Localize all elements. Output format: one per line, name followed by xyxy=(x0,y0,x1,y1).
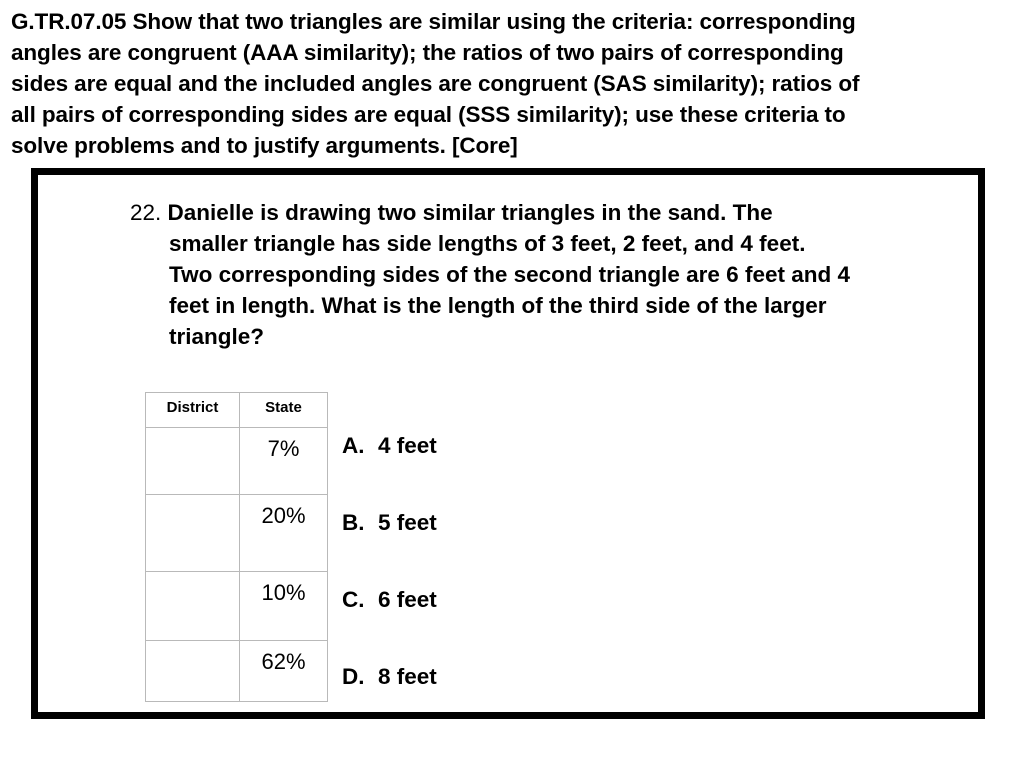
standard-line: all pairs of corresponding sides are equal (SSS similarity); use these criteria to xyxy=(11,102,846,127)
standard-line: solve problems and to justify arguments. [Core] xyxy=(11,133,518,158)
answer-choice-c[interactable] xyxy=(342,587,437,613)
district-cell xyxy=(146,572,240,641)
results-table xyxy=(145,392,328,702)
answer-choice-b[interactable] xyxy=(342,510,437,536)
state-cell: 7% xyxy=(240,428,328,495)
question-number: 22. xyxy=(130,200,162,225)
question-text-line: smaller triangle has side lengths of 3 feet, 2 feet, and 4 feet. xyxy=(169,231,806,256)
district-cell xyxy=(146,495,240,572)
state-cell: 10% xyxy=(240,572,328,641)
state-cell: 20% xyxy=(240,495,328,572)
table-row xyxy=(146,495,328,572)
table-row xyxy=(146,641,328,702)
answer-letter: D. xyxy=(342,664,365,689)
header-state: State xyxy=(240,393,328,428)
question-text-line: feet in length. What is the length of the third side of the larger xyxy=(169,293,827,318)
standard-line: angles are congruent (AAA similarity); the ratios of two pairs of corresponding xyxy=(11,40,844,65)
answer-text: 8 feet xyxy=(378,664,437,689)
question-first-line xyxy=(130,197,950,228)
state-cell: 62% xyxy=(240,641,328,702)
standard-line: sides are equal and the included angles are congruent (SAS similarity); ratios of xyxy=(11,71,860,96)
answer-text: 5 feet xyxy=(378,510,437,535)
answer-letter: B. xyxy=(342,510,365,535)
question-text-line: Danielle is drawing two similar triangles in the sand. The xyxy=(167,200,773,225)
question-text-line: triangle? xyxy=(169,324,265,349)
question-frame xyxy=(31,168,985,719)
header-district: District xyxy=(146,393,240,428)
district-cell xyxy=(146,641,240,702)
answer-text: 6 feet xyxy=(378,587,437,612)
answer-choice-a[interactable] xyxy=(342,433,437,459)
question-text-line: Two corresponding sides of the second triangle are 6 feet and 4 xyxy=(169,262,850,287)
answer-letter: A. xyxy=(342,433,365,458)
table-row xyxy=(146,428,328,495)
standard-line: G.TR.07.05 Show that two triangles are similar using the criteria: corresponding xyxy=(11,9,856,34)
standard-description xyxy=(11,6,1011,161)
table-header-row xyxy=(146,393,328,428)
table-row xyxy=(146,572,328,641)
answer-letter: C. xyxy=(342,587,365,612)
answer-text: 4 feet xyxy=(378,433,437,458)
answer-choice-d[interactable] xyxy=(342,664,437,690)
question-block xyxy=(130,197,950,352)
district-cell xyxy=(146,428,240,495)
